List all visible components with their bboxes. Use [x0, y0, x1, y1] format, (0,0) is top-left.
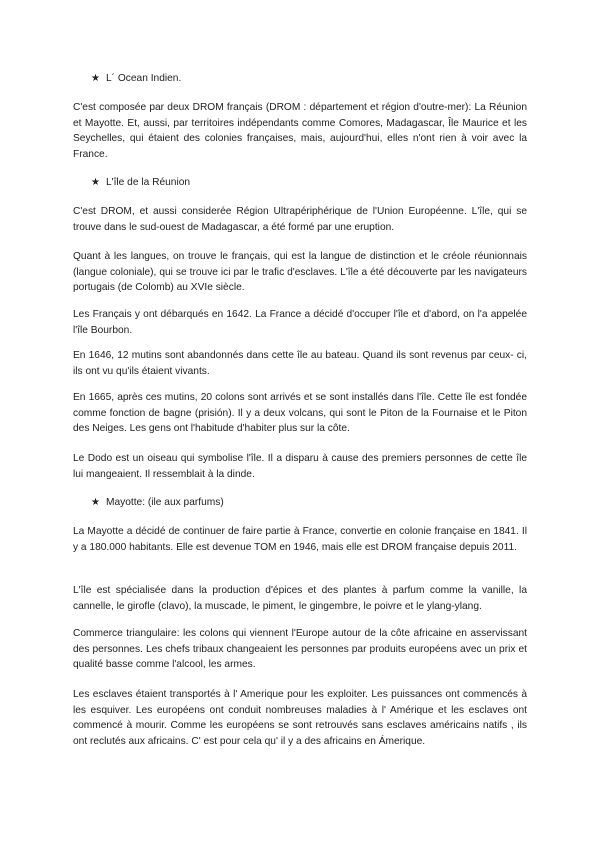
star-bullet-icon: ★: [91, 177, 100, 188]
paragraph-francais-1642: Les Français y ont débarqués en 1642. La France a décidé d'occuper l'île et d'abord, on l'a appelée l'île Bourbon.: [73, 309, 527, 336]
heading-text: L'île de la Réunion: [105, 177, 191, 188]
paragraph-drom-intro: C'est composée par deux DROM français (DROM : département et région d'outre-mer): La Réunion et Mayotte. Et, aussi, par territoires indépendants comme Comores, Madagascar, Île Maurice et les Seychelles, qui étaient des colonies françaises, mais, aujourd'hui, elles n'ont rien à voir avec la France.: [73, 102, 527, 160]
heading-ocean-indien: [91, 71, 181, 87]
heading-text: L´ Ocean Indien.: [105, 73, 182, 84]
paragraph-langues: Quant à les langues, on trouve le français, qui est la langue de distinction et le créole réunionnais (langue coloniale), qui se trouve ici par le trafic d'esclaves. L'île a été découverte par les navigateurs portugais (de Colomb) au XVIe siècle.: [73, 251, 527, 294]
paragraph-mutins-1646: En 1646, 12 mutins sont abandonnés dans cette île au bateau. Quand ils sont revenus par ceux- ci, ils ont vu qu'ils étaient vivants.: [73, 350, 527, 377]
heading-text: Mayotte: (ile aux parfums): [105, 497, 224, 508]
heading-mayotte: [91, 495, 224, 511]
paragraph-colons-1665: En 1665, après ces mutins, 20 colons sont arrivés et se sont installés dans l'île. Cette île est fondée comme fonction de bagne (prisión). Il y a deux volcans, qui sont le Piton de la Fournaise et le Piton des Neiges. Les gens ont l'habitude d'habiter plus sur la côte.: [73, 392, 527, 435]
star-bullet-icon: ★: [91, 73, 100, 84]
paragraph-reunion-drom: C'est DROM, et aussi considerée Région Ultrapériphérique de l'Union Européenne. L'île, qui se trouve dans le sud-ouest de Madagascar, a été formé par une eruption.: [73, 206, 527, 233]
star-bullet-icon: ★: [91, 497, 100, 508]
paragraph-epices: L'île est spécialisée dans la production d'épices et des plantes à parfum comme la vanille, la cannelle, le girofle (clavo), la muscade, le piment, le gingembre, le poivre et le ylang-ylang.: [73, 585, 527, 612]
paragraph-mayotte-history: La Mayotte a décidé de continuer de faire partie à France, convertie en colonie française en 1841. Il y a 180.000 habitants. Elle est devenue TOM en 1946, mais elle est DROM française depuis 2011.: [73, 526, 527, 553]
paragraph-dodo: Le Dodo est un oiseau qui symbolise l'île. Il a disparu à cause des premiers personnes de cette île lui mangeaient. Il ressemblait à la dinde.: [73, 453, 527, 480]
paragraph-commerce-triangulaire: Commerce triangulaire: les colons qui viennent l'Europe autour de la côte africaine en asservissant des personnes. Les chefs tribaux changeaient les personnes par produits européens avec un prix et qualité basse comme l'alcool, les armes.: [73, 628, 527, 671]
heading-reunion: [91, 175, 190, 191]
paragraph-esclaves: Les esclaves étaient transportés à l' Amerique pour les exploiter. Les puissances ont commencés à les esquiver. Les européens ont conduit nombreuses maladies à l' Amérique et les esclaves ont commencé à mourir. Comme les européens se sont retrouvés sans esclaves américains natifs , ils ont reclutés aux africains. C' est pour cela qu' il y a des africains en Ámerique.: [73, 689, 527, 747]
